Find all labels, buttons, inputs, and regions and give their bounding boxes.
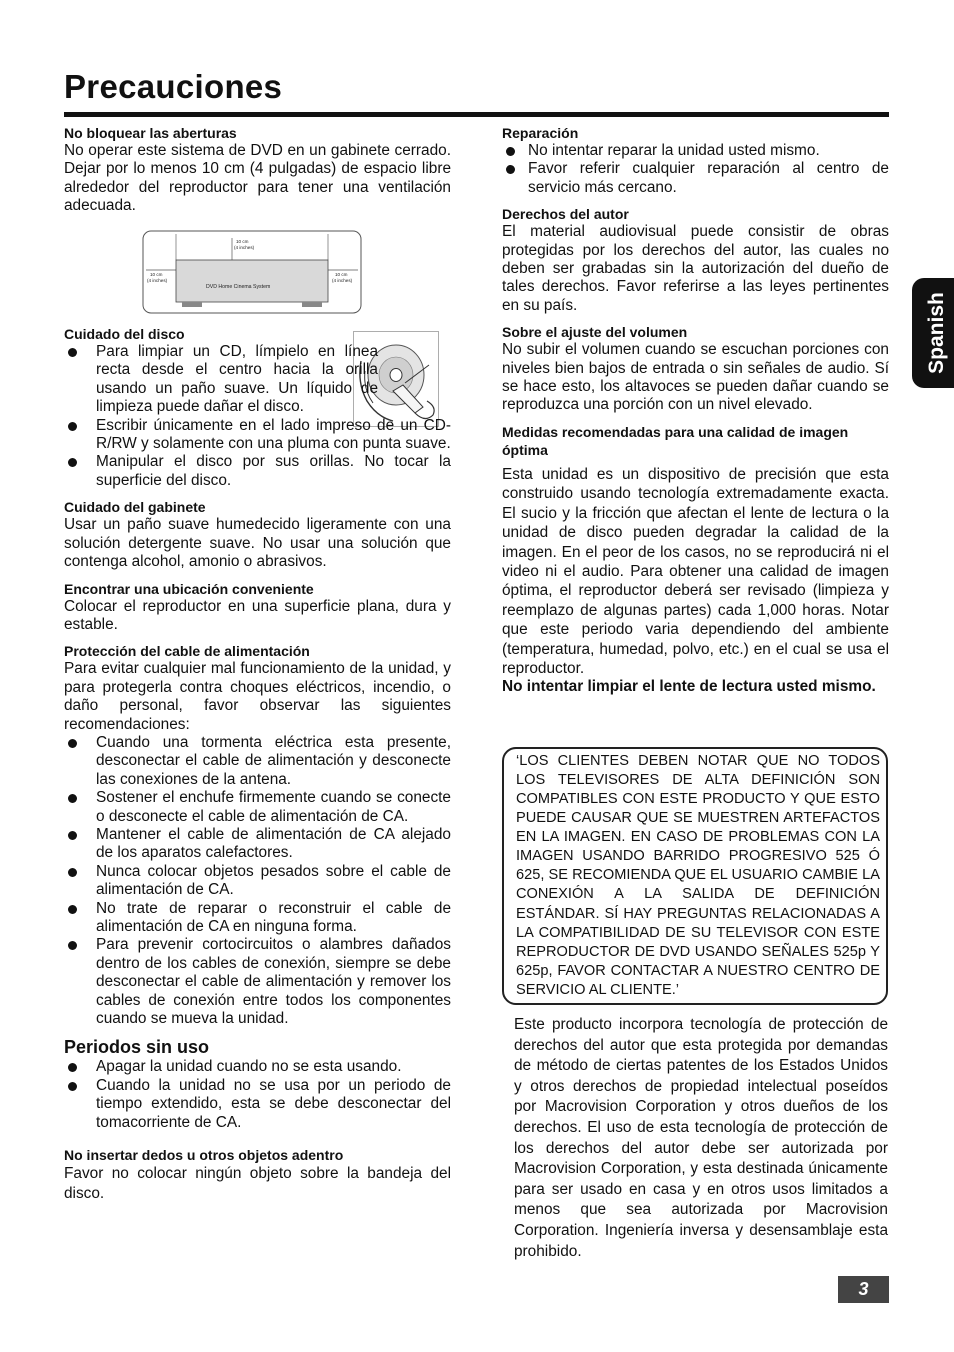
section-heading: No insertar dedos u otros objetos adentro (64, 1147, 344, 1164)
section-reparacion (502, 124, 889, 197)
diagram-label-right: 10 cm (335, 271, 348, 277)
diagram-label-left: 10 cm (150, 271, 163, 277)
section-text: Favor no colocar ningún objeto sobre la bandeja del disco. (64, 1165, 451, 1203)
diagram-label-top: 10 cm (236, 238, 249, 244)
section-heading: No bloquear las aberturas (64, 125, 237, 141)
section-derechos (502, 205, 889, 315)
list-item: Mantener el cable de alimentación de CA alejado de los aparatos calefactores. (64, 826, 451, 863)
section-text: No subir el volumen cuando se escuchan porciones con niveles bien bajos de entrada o sin señales de audio. Sí se hace esto, los altavoces se pueden dañar cuando se reproduzca una porción con un nivel elevado. (502, 341, 889, 414)
section-heading: Cuidado del gabinete (64, 499, 206, 516)
list-item: Nunca colocar objetos pesados sobre el cable de alimentación de CA. (64, 863, 451, 900)
diagram-label-top-inches: (4 inches) (234, 244, 255, 250)
section-heading: Protección del cable de alimentación (64, 643, 310, 660)
section-disco (64, 325, 451, 490)
periodos-list (64, 1058, 451, 1132)
list-item: No trate de reparar o reconstruir el cable de alimentación de CA en ninguna forma. (64, 900, 451, 937)
ventilation-diagram (142, 230, 362, 314)
hdtv-notice-box: ‘LOS CLIENTES DEBEN NOTAR QUE NO TODOS LOS TELEVISORES DE ALTA DEFINICIÓN SON COMPATIBLES CON ESTE PRODUCTO Y QUE ESTO PUEDE CAUSAR QUE SE MUESTREN ARTEFACTOS EN LA IMAGEN. EN CASO DE PROBLEMAS CON LA IMAGEN USANDO BARRIDO PROGRESIVO 525 Ó 625, SE RECOMIENDA QUE EL USUARIO CAMBIE LA CONEXIÓN A LA SALIDA DE DEFINICIÓN ESTÁNDAR. SÍ HAY PREGUNTAS RELACIONADAS A LA COMPATIBILIDAD DE SU TELEVISOR CON ESTE REPRODUCTOR DE DVD USANDO SEÑALES 525p Y 625p, FAVOR CONTACTAR A NUESTRO CENTRO DE SERVICIO AL CLIENTE.’ (502, 747, 888, 1005)
section-volumen (502, 323, 889, 415)
list-item (64, 417, 451, 454)
section-text: Esta unidad es un dispositivo de precisión que esta construido usando tecnología extremadamente exacta. El sucio y la fricción que afectan el lente de lectura o la unidad de disco pueden degradar la calidad de la imagen. En el peor de los casos, no se reproducirá ni el video ni el audio. Para obtener una calidad de imagen óptima, el reproductor deberá ser revisado (limpieza y reemplazo de algunas partes) cada 1,000 horas. Notar que este periodo varia dependiendo del ambiente (temperatura, humedad, polvo, etc.) en el cual se usa el reproductor. (502, 465, 889, 677)
section-text: El material audiovisual puede consistir de obras protegidas por los derechos del autor, las cuales no deben ser grabadas sin la autorización del dueño de tales derechos. Favor referirse a las leyes pertinentes en su país. (502, 223, 889, 314)
section-cable (64, 642, 451, 1028)
reparacion-list (502, 142, 889, 197)
title-rule (64, 112, 889, 117)
section-heading: Medidas recomendadas para una calidad de imagen óptima (502, 423, 849, 458)
section-text: No operar este sistema de DVD en un gabinete cerrado. Dejar por lo menos 10 cm (4 pulgadas) de espacio libre alrededor del reproductor para tener una ventilación adecuada. (64, 142, 451, 215)
page-number: 3 (838, 1276, 889, 1303)
section-text: Usar un paño suave humedecido ligeramente con una solución detergente suave. No usar una solución que contenga alcohol, amonio o abrasivos. (64, 516, 451, 571)
section-calidad (502, 423, 889, 697)
section-dedos (64, 1146, 451, 1204)
right-column (502, 124, 889, 1262)
list-item: Sostener el enchufe firmemente cuando se conecte o desconecte el cable de alimentación de CA. (64, 789, 451, 826)
section-gabinete (64, 498, 451, 571)
section-warning: No intentar limpiar el lente de lectura usted mismo. (502, 678, 876, 696)
list-item: Favor referir cualquier reparación al centro de servicio más cercano. (502, 160, 889, 197)
diagram-device-label: DVD Home Cinema System (206, 283, 271, 290)
section-heading: Derechos del autor (502, 206, 629, 223)
left-column (64, 124, 451, 1212)
list-item: Manipular el disco por sus orillas. No tocar la superficie del disco. (64, 453, 451, 490)
list-item: Apagar la unidad cuando no se esta usando. (64, 1058, 451, 1076)
list-item: Para prevenir cortocircuitos o alambres dañados dentro de los cables de conexión, siempre se debe desconectar el cable de alimentación y remover los cables de conexión entre todos los componentes cuando se mueva la unidad. (64, 936, 451, 1028)
list-item: No intentar reparar la unidad usted mismo. (502, 142, 889, 160)
list-item: Para limpiar un CD, límpielo en línea recta desde el centro hacia la orilla usando un paño suave. Un líquido de limpieza puede dañar el disco. (64, 343, 378, 417)
section-text: Colocar el reproductor en una superficie plana, dura y estable. (64, 597, 451, 633)
section-aberturas (64, 124, 451, 216)
section-heading: Reparación (502, 125, 579, 141)
cable-list (64, 734, 451, 1029)
list-item: Cuando la unidad no se usa por un periodo de tiempo extendido, esta se debe desconectar del tomacorriente de CA. (64, 1077, 451, 1132)
section-heading: Sobre el ajuste del volumen (502, 324, 688, 341)
section-heading: Cuidado del disco (64, 326, 185, 343)
macrovision-text: Este producto incorpora tecnología de protección de derechos del autor que esta protegida por demandas de método de ciertas patentes de los Estados Unidos y otros derechos de propiedad intelectual poseídos por Macrovision Corporation y otros dueños de los derechos. El uso de esta tecnología de protección de los derechos del autor debe ser autorizada por Macrovision Corporation, y esta destinada únicamente para ser usado en casa y en otros usos limitados a menos que sea autorizada por Macrovision Corporation. Ingeniería inversa y desensamblaje esta prohibido. (514, 1015, 888, 1260)
section-periodos (64, 1036, 451, 1132)
section-ubicacion (64, 580, 451, 635)
section-text: Para evitar cualquier mal funcionamiento de la unidad, y para protegerla contra choques eléctricos, incendio, o daño personal, favor observar las siguientes recomendaciones: (64, 660, 451, 733)
section-heading: Periodos sin uso (64, 1037, 210, 1058)
language-tab-label: Spanish (925, 292, 948, 374)
section-heading: Encontrar una ubicación conveniente (64, 580, 314, 597)
diagram-label-right-inches: (4 inches) (332, 277, 353, 283)
list-item-text: Escribir únicamente en el lado impreso de un CD-R/RW y solamente con una pluma con punta suave. (96, 416, 451, 453)
diagram-label-left-inches: (4 inches) (147, 277, 168, 283)
page-title: Precauciones (64, 68, 283, 105)
language-tab (912, 278, 954, 388)
list-item: Cuando una tormenta eléctrica esta presente, desconectar el cable de alimentación y desconecte las conexiones de la antena. (64, 734, 451, 789)
